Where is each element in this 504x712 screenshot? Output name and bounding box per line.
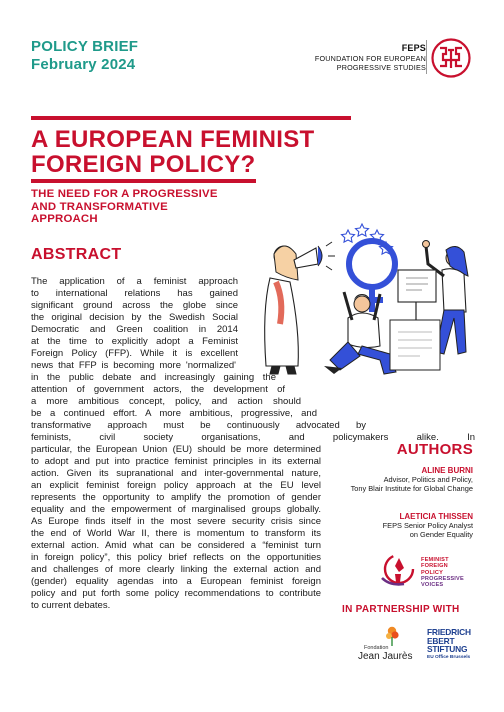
author-name: LAETICIA THISSEN <box>399 512 473 521</box>
abstract-line: policy and put forth some policy recommendations to contribute <box>31 588 321 599</box>
abstract-heading: ABSTRACT <box>31 246 122 263</box>
feminist-foreign-policy-logo-icon <box>378 550 418 588</box>
abstract-line: news that FFP is becoming more 'normalized' <box>31 360 236 371</box>
fjj-small-text: Fondation <box>364 645 389 651</box>
abstract-line: to international relations has gained <box>31 288 238 299</box>
brief-date: February 2024 <box>31 56 136 73</box>
friedrich-ebert-stiftung-logo: FRIEDRICH EBERT STIFTUNG EU Office Brussels <box>427 627 471 660</box>
abstract-line: feminists, civil society organisations, and policymakers alike. In <box>31 432 475 443</box>
abstract-line: in the public debate and increasingly gaining the <box>31 372 276 383</box>
abstract-line: attention of government actors, the development of <box>31 384 285 395</box>
abstract-line: at the time to explicitly adopt a Feminist <box>31 336 238 347</box>
abstract-line: the end of World War II, there is momentum to transform its <box>31 528 321 539</box>
abstract-line: to current debates. <box>31 600 111 611</box>
brief-type: POLICY BRIEF <box>31 38 139 55</box>
authors-heading: AUTHORS <box>396 441 473 458</box>
abstract-line: Democratic and Green coalition in 2014 <box>31 324 238 335</box>
abstract-line: the original decision by the Swedish Social <box>31 312 238 323</box>
author-role: on Gender Equality <box>409 530 473 539</box>
abstract-line: external action. Amid what can be considered a “feminist turn <box>31 540 321 551</box>
publisher-short-name: FEPS <box>401 43 426 53</box>
abstract-line: significant ground across the globe since <box>31 300 238 311</box>
partnership-heading: IN PARTNERSHIP WITH <box>342 604 460 615</box>
page-subtitle: THE NEED FOR A PROGRESSIVE AND TRANSFORMATIVE APPROACH <box>31 188 218 225</box>
title-bottom-rule <box>31 179 256 183</box>
abstract-line: transformative approach must be continuously advocated by <box>31 420 366 431</box>
brief-label <box>31 38 138 74</box>
abstract-line: The application of a feminist approach <box>31 276 238 287</box>
author-role: Advisor, Politics and Policy, <box>383 475 473 484</box>
author-role: FEPS Senior Policy Analyst <box>382 521 473 530</box>
abstract-line: and challenges of more clearly linking the external action and <box>31 564 321 575</box>
abstract-line: a more ambitious concept, policy, and action should <box>31 396 301 407</box>
ffp-logo-text: FEMINIST FOREIGN POLICY PROGRESSIVE VOICES <box>421 557 464 589</box>
abstract-line: As Europe finds itself in the most severe security crisis since <box>31 516 321 527</box>
abstract-line: in foreign policy”, this policy brief reflects on the opportunities <box>31 552 321 563</box>
title-top-rule <box>31 116 351 120</box>
abstract-line: action. Given its supranational and inter-governmental nature, <box>31 468 321 479</box>
abstract-line: to adopt and put into practice feminist principles in its external <box>31 456 321 467</box>
author-entry <box>383 512 473 539</box>
author-name: ALINE BURNI <box>421 466 473 475</box>
author-role: Tony Blair Institute for Global Change <box>350 484 473 493</box>
fjj-name: Jean Jaurès <box>358 651 413 662</box>
page-title: A EUROPEAN FEMINIST FOREIGN POLICY? <box>31 126 315 178</box>
abstract-line: an explicit feminist foreign policy approach at the EU level <box>31 480 321 491</box>
publisher-divider <box>426 40 427 74</box>
publisher-block <box>315 43 426 72</box>
abstract-line: equality and the empowerment of marginalised groups globally. <box>31 504 321 515</box>
abstract-line: Foreign Policy (FFP). While it is excellent <box>31 348 238 359</box>
publisher-name-line2: PROGRESSIVE STUDIES <box>336 63 426 72</box>
author-entry <box>351 466 473 493</box>
abstract-line: particular, the European Union (EU) should be more determined <box>31 444 321 455</box>
abstract-line: (gender) equality agendas into a European feminist foreign <box>31 576 321 587</box>
abstract-line: represents the opportunity to amplify the promotion of gender <box>31 492 321 503</box>
rose-icon <box>385 626 399 646</box>
fondation-jean-jaures-logo <box>358 626 412 664</box>
feps-logo-icon <box>431 38 471 78</box>
publisher-name-line1: FOUNDATION FOR EUROPEAN <box>314 54 426 63</box>
abstract-line: be a continued effort. A more ambitious, progressive, and <box>31 408 317 419</box>
